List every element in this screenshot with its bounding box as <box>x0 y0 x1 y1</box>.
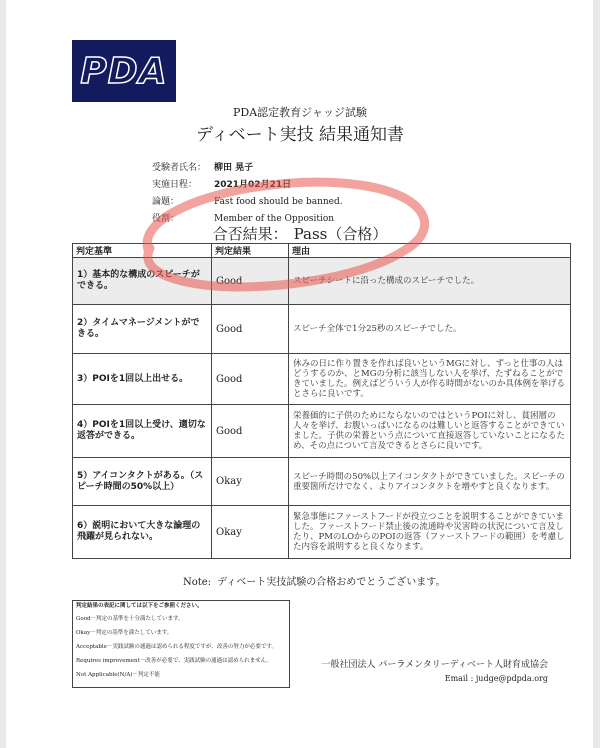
result-cell: Good <box>212 405 289 458</box>
table-header-row <box>73 244 571 258</box>
document-title: ディベート実技 結果通知書 <box>195 125 405 145</box>
reason-cell: 栄養価的に子供のためにならないのではというPOIに対し、貧困層の人々を挙げ、お腹いっぱいになるのは難しいと返答することができていました。子供の栄養という点について直接返答していないことになるため、その点について言及できるとさらに良いです。 <box>289 405 571 458</box>
role-label: 役割： <box>152 214 180 224</box>
reason-cell: スピーチ全体で1分25秒のスピーチでした。 <box>289 305 571 354</box>
header-reason: 理由 <box>289 244 571 258</box>
candidate-name-label: 受験者氏名： <box>152 163 207 173</box>
criterion-cell: 6）説明において大きな論理の飛躍が見られない。 <box>73 506 212 559</box>
table-row <box>73 305 571 354</box>
result-label: 合否結果： <box>212 225 288 243</box>
reason-cell: 休みの日に作り置きを作れば良いというMGに対し、ずっと仕事の人はどうするのか、とMGの分析に該当しない人を挙げ、たずねることができていました。例えばどういう人が作る時間がないのか具体例を挙げるとさらに良いです。 <box>289 354 571 405</box>
criterion-cell: 5）アイコンタクトがある。（スピーチ時間の50%以上） <box>73 458 212 506</box>
reason-cell: 緊急事態にファーストフードが役立つことを説明することができていました。ファーストフード禁止後の流通時や災害時の状況について言及したり、PMのLOからのPOIの返答（ファーストフードの範囲）を考慮した内容を説明すると良くなります。 <box>289 506 571 559</box>
header-criterion: 判定基準 <box>73 244 212 258</box>
header-result: 判定結果 <box>212 244 289 258</box>
legend-item: Okay－判定の基準を満たしています。 <box>76 630 173 636</box>
result-cell: Good <box>212 305 289 354</box>
table-row <box>73 258 571 305</box>
legend-item: Good－判定の基準を十分満たしています。 <box>76 616 184 622</box>
note-label: Note: <box>183 577 212 588</box>
criterion-cell: 4）POIを1回以上受け、適切な返答ができる。 <box>73 405 212 458</box>
note-text: ディベート実技試験の合格おめでとうございます。 <box>217 577 446 588</box>
candidate-name-value: 柳田 晃子 <box>214 163 254 173</box>
table-row <box>73 458 571 506</box>
pass-result <box>0 223 600 244</box>
table-row <box>73 405 571 458</box>
result-legend-box <box>72 600 290 688</box>
legend-item: Not Applicable(N/A)－判定不能 <box>76 672 160 678</box>
result-cell: Good <box>212 354 289 405</box>
exam-date-label: 実施日程： <box>152 180 198 190</box>
legend-item: Acceptable－実践試験の通過は認められる程度ですが、改善の努力が必要です。 <box>76 644 277 650</box>
table-row <box>73 354 571 405</box>
legend-item: Requires improvement－改善が必要で、実践試験の通過は認められません。 <box>76 658 272 664</box>
criterion-cell: 3）POIを1回以上出せる。 <box>73 354 212 405</box>
motion-label: 論題： <box>152 197 180 207</box>
role-value: Member of the Opposition <box>214 214 335 224</box>
table-row <box>73 506 571 559</box>
congrats-note <box>183 573 445 588</box>
reason-cell: スピーチシートに沿った構成のスピーチでした。 <box>289 258 571 305</box>
candidate-name-row <box>152 160 253 173</box>
evaluation-table <box>72 243 571 559</box>
reason-cell: スピーチ時間の50%以上アイコンタクトができていました。スピーチの重要箇所だけでなく、よりアイコンタクトを増やすと良くなります。 <box>289 458 571 506</box>
result-cell: Okay <box>212 506 289 559</box>
exam-date-value: 2021月02月21日 <box>214 180 292 190</box>
exam-subtitle: PDA認定教育ジャッジ試験 <box>233 106 367 119</box>
contact-email: Email : judge@pdpda.org <box>444 674 548 683</box>
result-value: Pass（合格） <box>293 225 388 243</box>
result-cell: Okay <box>212 458 289 506</box>
criterion-cell: 2）タイムマネージメントができる。 <box>73 305 212 354</box>
pda-logo <box>72 40 176 102</box>
legend-heading: 判定結果の表記に関しては以下をご参照ください。 <box>76 603 203 609</box>
exam-date-row <box>152 177 291 190</box>
motion-row <box>152 194 343 207</box>
logo-text: PDA <box>80 50 168 92</box>
motion-value: Fast food should be banned. <box>214 197 343 207</box>
organization-name: 一般社団法人 パーラメンタリーディベート人財育成協会 <box>321 660 548 670</box>
result-cell: Good <box>212 258 289 305</box>
criterion-cell: 1）基本的な構成のスピーチができる。 <box>73 258 212 305</box>
